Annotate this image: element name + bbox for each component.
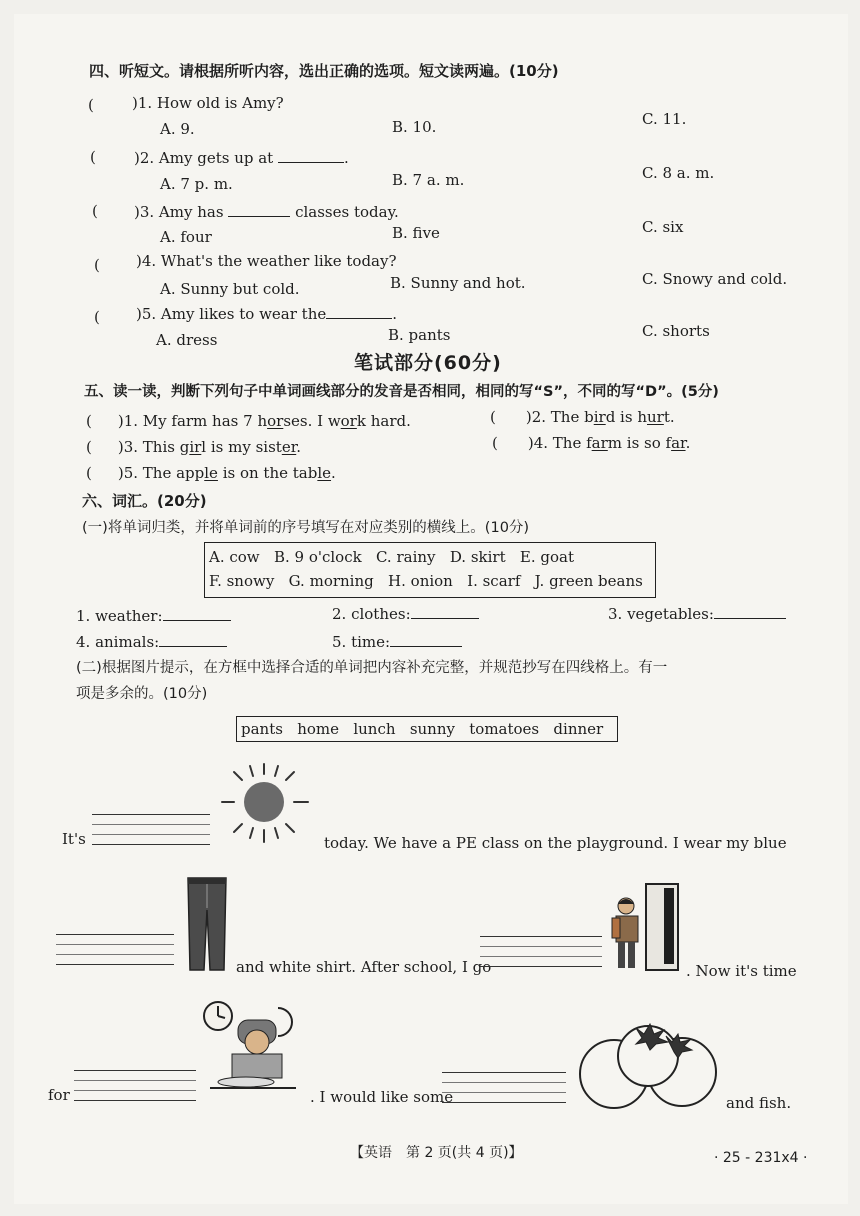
exam-page xyxy=(14,14,848,1204)
cat-time: 5. time: xyxy=(332,632,462,651)
s5-q1: ( )1. My farm has 7 horses. I work hard. xyxy=(86,412,411,430)
q4-text: )4. What's the weather like today? xyxy=(136,252,397,270)
cat-weather: 1. weather: xyxy=(76,606,231,625)
q2-option-a: A. 7 p. m. xyxy=(160,175,233,193)
q5-option-a: A. dress xyxy=(156,331,218,349)
p-its: It's xyxy=(62,830,86,848)
q4-option-c: C. Snowy and cold. xyxy=(642,270,788,288)
q3-option-c: C. six xyxy=(642,218,684,236)
q3-line: )3. Amy has classes today. xyxy=(134,203,399,221)
q2-line: )2. Amy gets up at . xyxy=(134,149,349,167)
section6-part2-title-l1: (二)根据图片提示，在方框中选择合适的单词把内容补充完整，并规范抄写在四线格上。有一 xyxy=(76,660,668,676)
word-box-2: pants home lunch sunny tomatoes dinner xyxy=(236,716,618,742)
s5-q5: ( )5. The apple is on the table. xyxy=(86,464,336,482)
q1-paren: ( xyxy=(88,96,94,114)
four-line-grid-5[interactable] xyxy=(442,1072,566,1112)
q3-blank[interactable] xyxy=(228,202,290,217)
s5-q2: ( )2. The bird is hurt. xyxy=(490,408,675,426)
cat-animals-blank[interactable] xyxy=(159,632,227,647)
section4-title: 四、听短文。请根据所听内容，选出正确的选项。短文读两遍。(10分) xyxy=(89,62,559,80)
four-line-grid-1[interactable] xyxy=(92,814,210,854)
p-for: for xyxy=(48,1086,70,1104)
cat-weather-blank[interactable] xyxy=(163,606,231,621)
s5-q3: ( )3. This girl is my sister. xyxy=(86,438,301,456)
s5-q4: ( )4. The farm is so far. xyxy=(492,434,691,452)
q3-option-b: B. five xyxy=(392,224,440,242)
q2-paren: ( xyxy=(90,148,96,166)
q2-option-c: C. 8 a. m. xyxy=(642,164,715,182)
word-box-1 xyxy=(204,542,656,598)
q1-option-a: A. 9. xyxy=(160,120,195,138)
q4-paren: ( xyxy=(94,256,100,274)
q3-paren: ( xyxy=(92,202,98,220)
q1-option-b: B. 10. xyxy=(392,118,437,136)
q4-option-a: A. Sunny but cold. xyxy=(160,280,300,298)
word-box-1-row1: A. cow B. 9 o'clock C. rainy D. skirt E. goat xyxy=(209,548,575,566)
q4-option-b: B. Sunny and hot. xyxy=(390,274,526,292)
home-door-icon xyxy=(610,882,680,974)
q2-option-b: B. 7 a. m. xyxy=(392,171,465,189)
cat-animals: 4. animals: xyxy=(76,632,227,651)
pants-icon xyxy=(184,874,230,972)
lunch-time-icon xyxy=(200,998,302,1094)
q1-text: )1. How old is Amy? xyxy=(132,94,284,112)
p-nowtime: . Now it's time xyxy=(686,962,797,980)
section6-part2-title-l2: 项是多余的。(10分) xyxy=(76,686,208,702)
p-today: today. We have a PE class on the playground. I wear my blue xyxy=(324,834,787,852)
footer-code: · 25 - 231x4 · xyxy=(714,1150,808,1166)
footer-page-label: 【英语 第 2 页(共 4 页)】 xyxy=(350,1145,523,1161)
cat-clothes: 2. clothes: xyxy=(332,604,479,623)
four-line-grid-4[interactable] xyxy=(74,1070,196,1110)
cat-vegetables: 3. vegetables: xyxy=(608,604,786,623)
q2-text: )2. Amy gets up at xyxy=(134,149,274,167)
cat-time-blank[interactable] xyxy=(390,632,462,647)
p-fish: and fish. xyxy=(726,1094,792,1112)
q5-option-b: B. pants xyxy=(388,326,451,344)
cat-clothes-blank[interactable] xyxy=(411,604,479,619)
section6-title: 六、词汇。(20分) xyxy=(82,492,207,510)
four-line-grid-2[interactable] xyxy=(56,934,174,974)
four-line-grid-3[interactable] xyxy=(480,936,602,976)
p-shirt: and white shirt. After school, I go xyxy=(236,958,492,976)
q1-option-c: C. 11. xyxy=(642,110,687,128)
cat-vegetables-blank[interactable] xyxy=(714,604,786,619)
q3-text: )3. Amy has xyxy=(134,203,224,221)
written-section-title: 笔试部分(60分) xyxy=(354,352,502,374)
q5-option-c: C. shorts xyxy=(642,322,710,340)
q5-line: )5. Amy likes to wear the . xyxy=(136,305,398,323)
sun-icon xyxy=(216,760,312,846)
q2-blank[interactable] xyxy=(278,148,344,163)
q5-text: )5. Amy likes to wear the xyxy=(136,305,327,323)
q3-option-a: A. four xyxy=(160,228,212,246)
tomatoes-icon xyxy=(574,1014,724,1118)
section6-part1-title: (一)将单词归类，并将单词前的序号填写在对应类别的横线上。(10分) xyxy=(82,520,530,536)
word-box-1-row2: F. snowy G. morning H. onion I. scarf J. green beans xyxy=(209,572,643,590)
q5-blank[interactable] xyxy=(326,304,392,319)
q5-paren: ( xyxy=(94,308,100,326)
section5-title: 五、读一读，判断下列句子中单词画线部分的发音是否相同，相同的写“S”，不同的写“D”。(5分) xyxy=(84,384,719,400)
p-like: . I would like some xyxy=(310,1088,454,1106)
